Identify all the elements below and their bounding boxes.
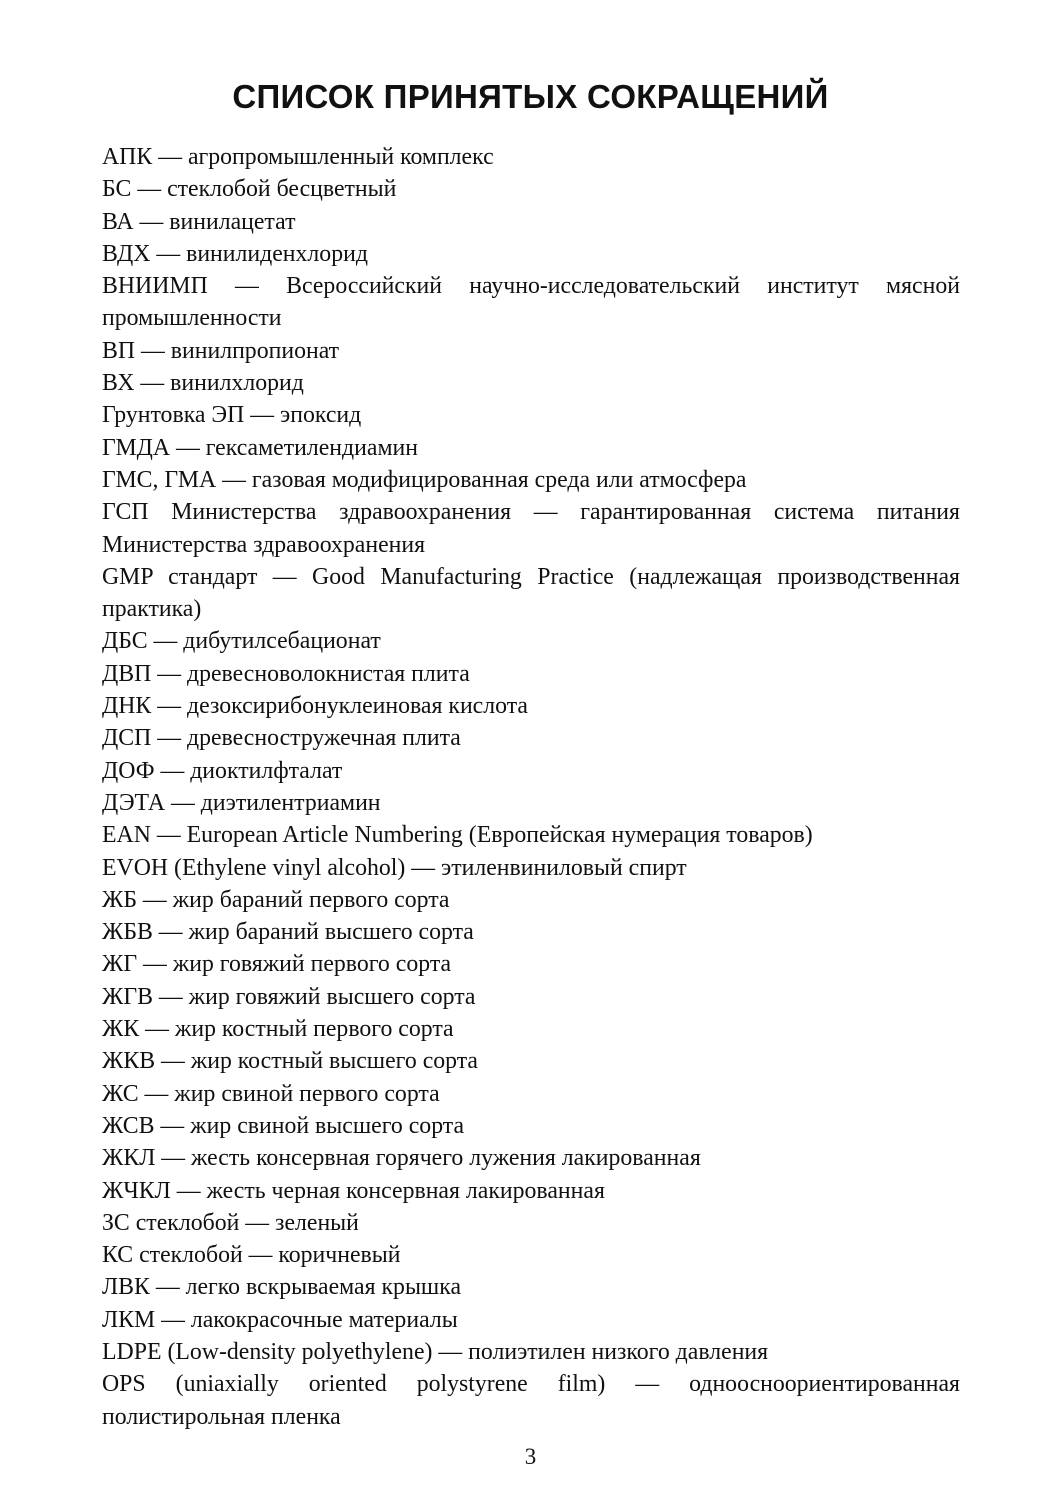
abbreviation-entry: ДНК — дезоксирибонуклеиновая кислота [102, 693, 528, 720]
abbreviation-entry: LDPE (Low-density polyethylene) — полиэтилен низкого давления [102, 1338, 769, 1365]
abbreviation-entry: ЖЧКЛ — жесть черная консервная лакированная [102, 1177, 605, 1204]
abbreviation-entry: ЖГ — жир говяжий первого сорта [102, 951, 452, 978]
abbreviation-entry: БС — стеклобой бесцветный [102, 176, 397, 203]
abbreviation-entry: Грунтовка ЭП — эпоксид [102, 402, 362, 429]
abbreviation-entry: EAN — European Article Numbering (Европейская нумерация товаров) [102, 822, 813, 849]
abbreviation-entry: АПК — агропромышленный комплекс [102, 144, 494, 170]
abbreviation-entry: ЛВК — легко вскрываемая крышка [102, 1274, 462, 1301]
abbreviation-entry: ВНИИМП — Всероссийский научно-исследовательский институт мясной промышленности [102, 273, 960, 332]
abbreviation-entry: ЖБВ — жир бараний высшего сорта [102, 919, 474, 946]
abbreviation-entry: ЖКЛ — жесть консервная горячего лужения лакированная [102, 1145, 701, 1172]
abbreviation-entry: GMP стандарт — Good Manufacturing Practice (надлежащая производственная практика) [102, 563, 960, 623]
abbreviation-entry: ЖК — жир костный первого сорта [102, 1016, 454, 1043]
abbreviation-entry: ВХ — винилхлорид [102, 370, 304, 397]
abbreviation-entry: OPS (uniaxially oriented polystyrene film) — одноосноориентированная полистирольная пленка [102, 1371, 960, 1430]
abbreviation-entry: ГМДА — гексаметилендиамин [102, 434, 418, 461]
abbreviation-list [102, 141, 960, 1433]
abbreviation-entry: КС стеклобой — коричневый [102, 1242, 401, 1269]
abbreviation-entry: ВП — винилпропионат [102, 337, 340, 364]
abbreviation-entry: ЖБ — жир бараний первого сорта [102, 886, 450, 913]
abbreviation-entry: ВДХ — винилиденхлорид [102, 240, 368, 267]
abbreviation-entry: ЗС стеклобой — зеленый [102, 1209, 359, 1236]
page-title: СПИСОК ПРИНЯТЫХ СОКРАЩЕНИЙ [232, 78, 829, 115]
abbreviation-entry: ЖГВ — жир говяжий высшего сорта [102, 983, 476, 1010]
abbreviation-entry: ЖС — жир свиной первого сорта [102, 1080, 440, 1107]
abbreviation-entry: EVOH (Ethylene vinyl alcohol) — этиленвиниловый спирт [102, 854, 687, 881]
abbreviation-entry: ЛКМ — лакокрасочные материалы [102, 1306, 458, 1333]
abbreviation-entry: ДВП — древесноволокнистая плита [102, 660, 470, 687]
abbreviation-entry: ДБС — дибутилсебационат [102, 628, 381, 655]
abbreviation-entry: ДЭТА — диэтилентриамин [102, 789, 381, 816]
abbreviation-entry: ЖСВ — жир свиной высшего сорта [102, 1112, 465, 1139]
abbreviation-entry: ЖКВ — жир костный высшего сорта [102, 1048, 478, 1075]
abbreviation-entry: ГСП Министерства здравоохранения — гарантированная система питания Министерства здравоохранения [102, 499, 960, 558]
abbreviation-entry: ДОФ — диоктилфталат [102, 757, 343, 784]
abbreviation-entry: ДСП — древесностружечная плита [102, 725, 461, 752]
abbreviation-entry: ВА — винилацетат [102, 208, 296, 235]
abbreviation-entry: ГМС, ГМА — газовая модифицированная среда или атмосфера [102, 466, 747, 493]
page-number: 3 [524, 1444, 537, 1469]
